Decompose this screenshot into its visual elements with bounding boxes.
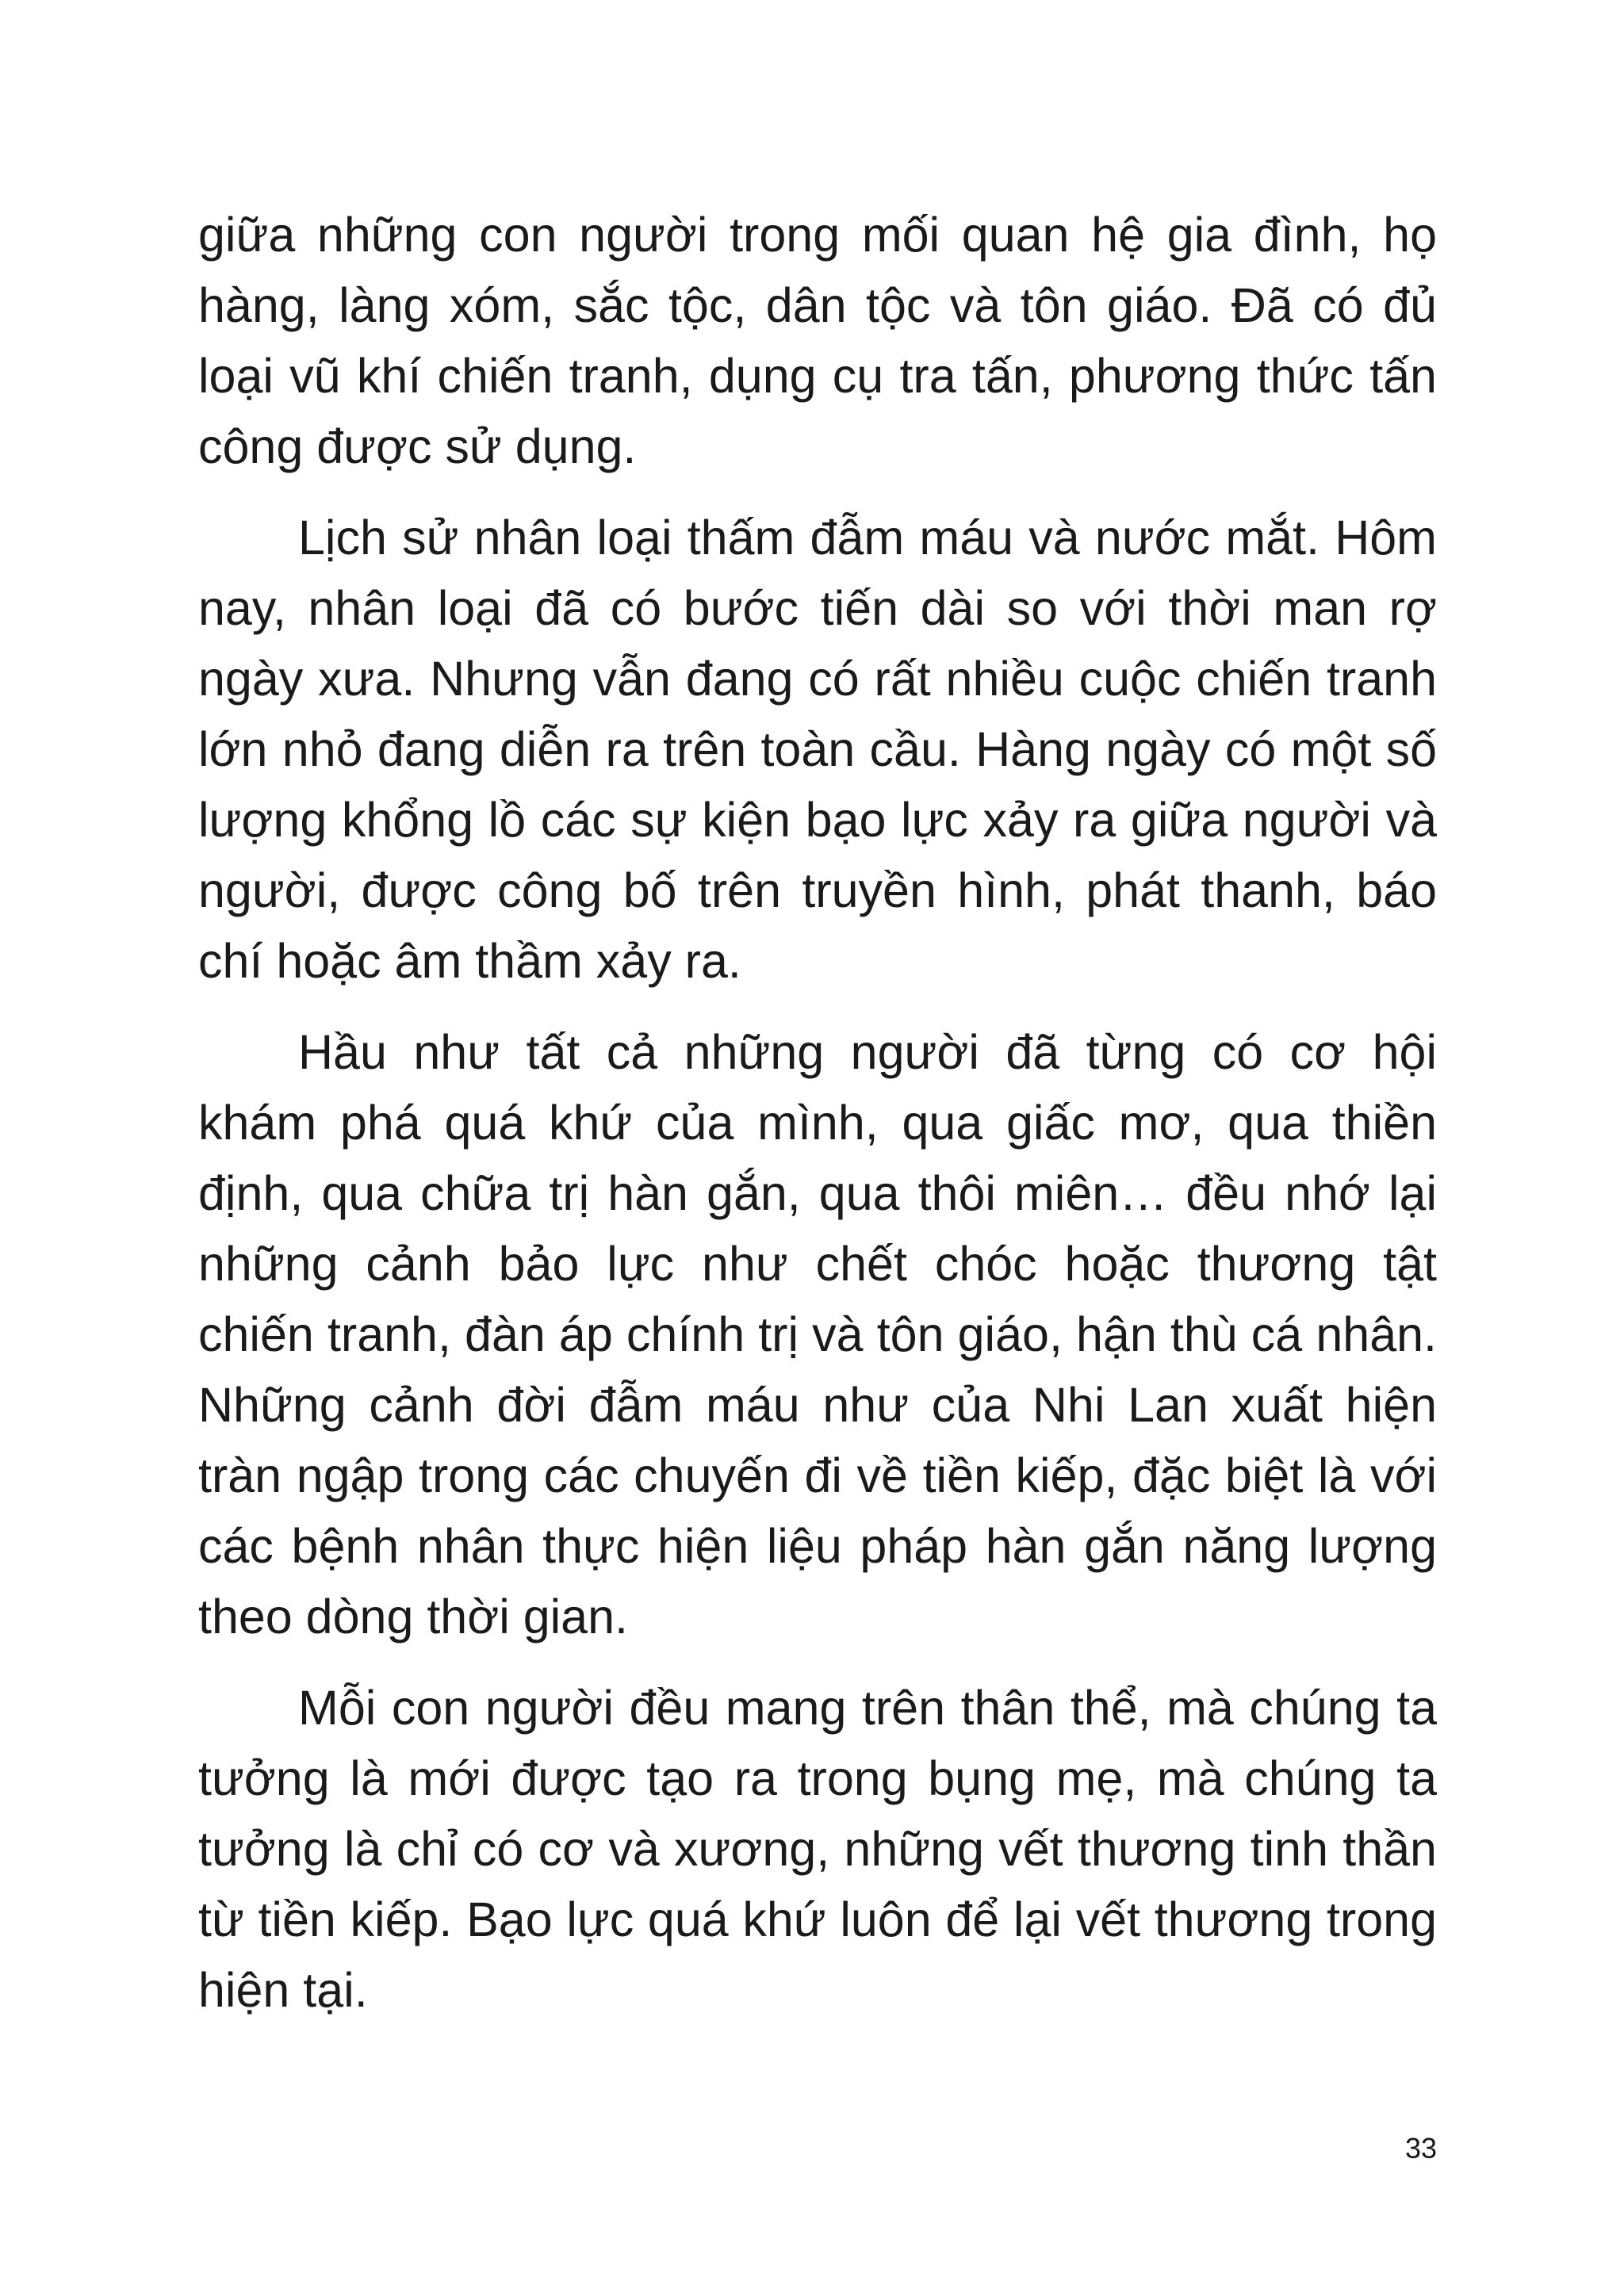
body-text <box>198 200 1437 2046</box>
paragraph-continuation: giữa những con người trong mối quan hệ gia đình, họ hàng, làng xóm, sắc tộc, dân tộc và tôn giáo. Đã có đủ loại vũ khí chiến tranh, dụng cụ tra tấn, phương thức tấn công được sử dụng. <box>198 208 1437 473</box>
paragraph: Mỗi con người đều mang trên thân thể, mà chúng ta tưởng là mới được tạo ra trong bụng mẹ, mà chúng ta tưởng là chỉ có cơ và xương, những vết thương tinh thần từ tiền kiếp. Bạo lực quá khứ luôn để lại vết thương trong hiện tại. <box>198 1681 1437 2017</box>
page-number: 33 <box>1404 2132 1437 2164</box>
paragraph: Lịch sử nhân loại thấm đẫm máu và nước mắt. Hôm nay, nhân loại đã có bước tiến dài so với thời man rợ ngày xưa. Nhưng vẫn đang có rất nhiều cuộc chiến tranh lớn nhỏ đang diễn ra trên toàn cầu. Hàng ngày có một số lượng khổng lồ các sự kiện bạo lực xảy ra giữa người và người, được công bố trên truyền hình, phát thanh, báo chí hoặc âm thầm xảy ra. <box>198 511 1437 988</box>
paragraph: Hầu như tất cả những người đã từng có cơ hội khám phá quá khứ của mình, qua giấc mơ, qua thiền định, qua chữa trị hàn gắn, qua thôi miên… đều nhớ lại những cảnh bảo lực như chết chóc hoặc thương tật chiến tranh, đàn áp chính trị và tôn giáo, hận thù cá nhân. Những cảnh đời đẫm máu như của Nhi Lan xuất hiện tràn ngập trong các chuyến đi về tiền kiếp, đặc biệt là với các bệnh nhân thực hiện liệu pháp hàn gắn năng lượng theo dòng thời gian. <box>198 1025 1437 1644</box>
